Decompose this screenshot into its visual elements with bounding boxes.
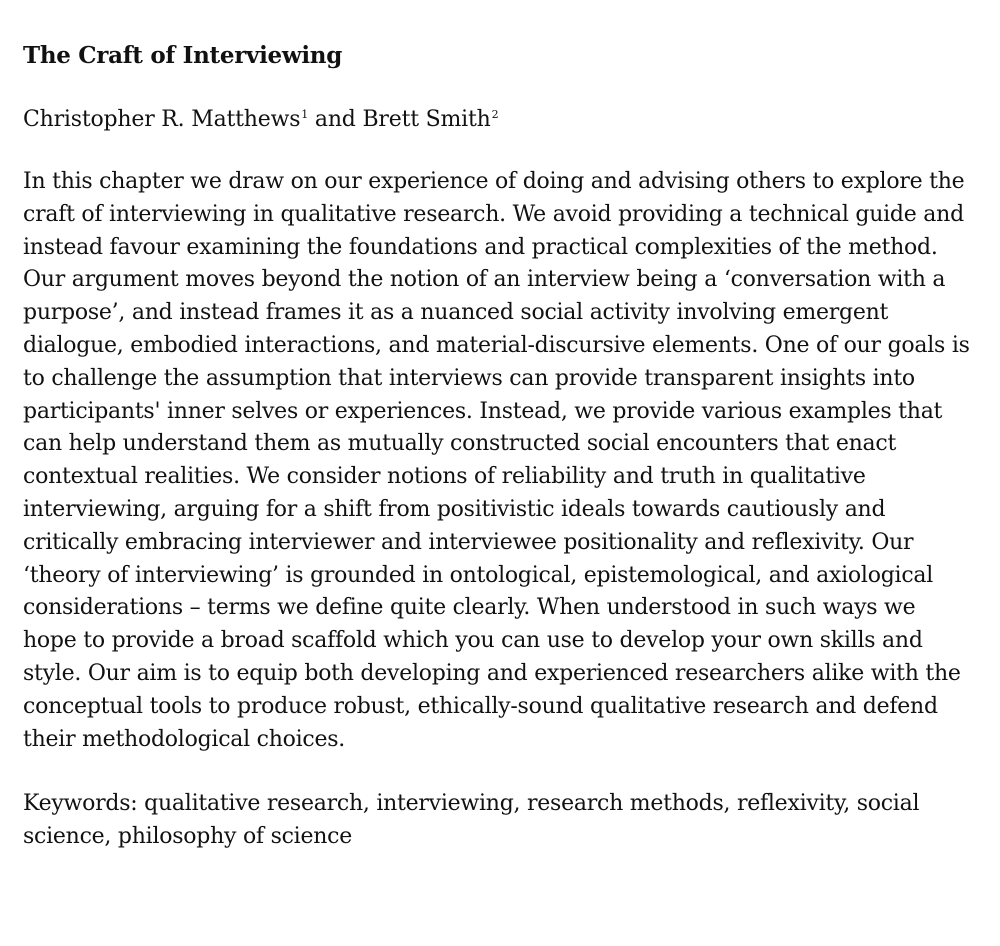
document-page — [23, 40, 973, 854]
keywords-label: Keywords: — [23, 791, 138, 817]
document-title: The Craft of Interviewing — [23, 42, 343, 69]
author-name: Christopher R. Matthews — [23, 107, 301, 132]
author-line — [23, 104, 973, 136]
author-separator: and — [308, 107, 363, 132]
author-name: Brett Smith — [362, 107, 491, 132]
keywords-line — [23, 788, 973, 854]
keywords-list: qualitative research, interviewing, research methods, reflexivity, social science, philosophy of science — [23, 791, 920, 850]
abstract-paragraph: In this chapter we draw on our experience of doing and advising others to explore the craft of interviewing in qualitative research. We avoid providing a technical guide and instead favour examining the foundations and practical complexities of the method. Our argument moves beyond the notion of an interview being a ‘conversation with a purpose’, and instead frames it as a nuanced social activity involving emergent dialogue, embodied interactions, and material-discursive elements. One of our goals is to challenge the assumption that interviews can provide transparent insights into participants' inner selves or experiences. Instead, we provide various examples that can help understand them as mutually constructed social encounters that enact contextual realities. We consider notions of reliability and truth in qualitative interviewing, arguing for a shift from positivistic ideals towards cautiously and critically embracing interviewer and interviewee positionality and reflexivity. Our ‘theory of interviewing’ is grounded in ontological, epistemological, and axiological considerations – terms we define quite clearly. When understood in such ways we hope to provide a broad scaffold which you can use to develop your own skills and style. Our aim is to equip both developing and experienced researchers alike with the conceptual tools to produce robust, ethically-sound qualitative research and defend their methodological choices. — [23, 169, 970, 752]
affiliation-mark: 2 — [491, 107, 499, 121]
affiliation-mark: 1 — [301, 107, 309, 121]
